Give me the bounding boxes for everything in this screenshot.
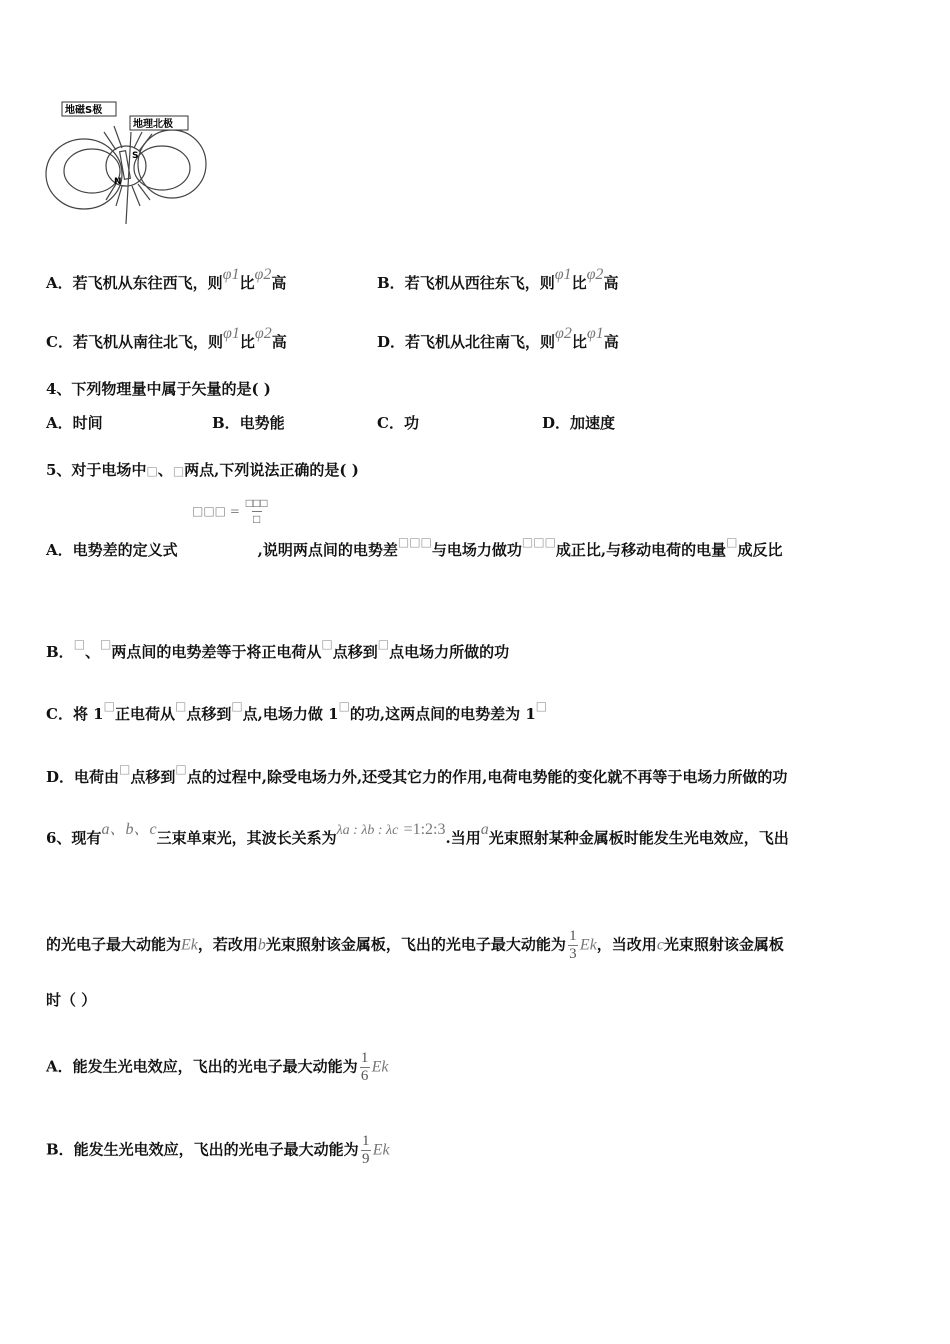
q6-stem-line1: 6、现有a、b、c三束单束光，其波长关系为λa : λb : λc =1:2:3.当用a光束照射某种金属板时能发生光电效应，飞出: [46, 821, 789, 847]
q5-option-d[interactable]: D．电荷由□点移到□点的过程中,除受电场力外,还受其它力的作用,电荷电势能的变化就不再等于电场力所做的功: [46, 762, 788, 786]
q3-option-c[interactable]: C．若飞机从南往北飞，则φ1比φ2高: [46, 325, 287, 351]
q6-option-a[interactable]: A．能发生光电效应，飞出的光电子最大动能为 $\frac{1}{6}$ Ek: [46, 1050, 389, 1084]
q4-stem: 4、下列物理量中属于矢量的是( ): [46, 380, 271, 398]
q3-option-a[interactable]: A．若飞机从东往西飞，则φ1比φ2高: [46, 266, 287, 292]
label-geographic-north-pole: 地理北极: [133, 119, 173, 130]
q3-option-d[interactable]: D．若飞机从北往南飞，则φ2比φ1高: [377, 325, 619, 351]
q6-stem-line3: 时（ ）: [46, 991, 97, 1009]
q5-option-c[interactable]: C．将 1□正电荷从□点移到□点,电场力做 1□的功,这两点间的电势差为 1□: [46, 699, 548, 723]
q5-option-a[interactable]: A．电势差的定义式 ,说明两点间的电势差□□□与电场力做功□□□成正比,与移动电荷的电量□成反比: [46, 535, 783, 559]
pole-s: S: [132, 151, 139, 161]
label-geomagnetic-s-pole: 地磁S极: [65, 105, 103, 116]
q3-option-b[interactable]: B．若飞机从西往东飞，则φ1比φ2高: [377, 266, 619, 292]
q5-formula: □□□ = $\frac{□□□}{□}$: [192, 496, 268, 526]
q5-option-b[interactable]: B．□、□两点间的电势差等于将正电荷从□点移到□点电场力所做的功: [46, 637, 510, 661]
q6-option-b[interactable]: B．能发生光电效应，飞出的光电子最大动能为 $\frac{1}{9}$ Ek: [46, 1133, 390, 1167]
pole-n: N: [114, 177, 122, 187]
earth-magnetic-field-figure: [44, 96, 209, 226]
q5-stem: 5、对于电场中□、□两点,下列说法正确的是( ): [46, 461, 359, 479]
q6-stem-line2: 的光电子最大动能为Ek，若改用b光束照射该金属板，飞出的光电子最大动能为 $\frac{1}{3}$ Ek，当改用c光束照射该金属板: [46, 928, 784, 962]
q4-option-b[interactable]: B．电势能: [212, 414, 285, 432]
q4-option-a[interactable]: A．时间: [46, 414, 103, 432]
q4-option-c[interactable]: C．功: [377, 414, 419, 432]
q4-option-d[interactable]: D．加速度: [542, 414, 616, 432]
